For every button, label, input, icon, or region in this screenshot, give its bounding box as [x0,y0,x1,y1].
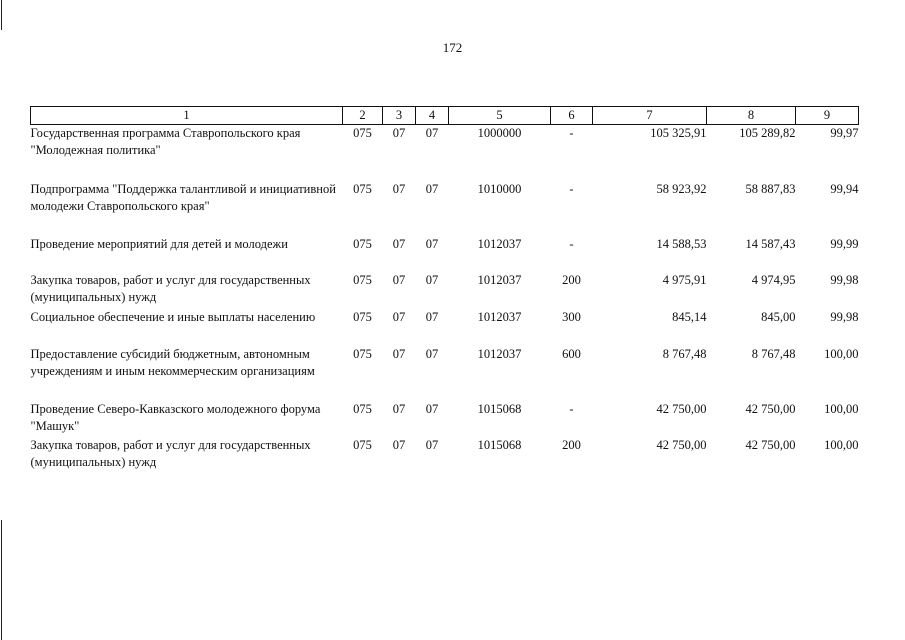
cell-planned: 8 767,48 [662,346,707,361]
cell-subsection: 07 [425,437,439,452]
cell-ministry-code: 075 [353,272,372,287]
cell-ministry-code: 075 [353,309,372,324]
cell-expense-type: - [569,181,574,196]
budget-table [30,106,859,473]
cell-section: 07 [392,126,406,140]
cell-ministry-code: 075 [353,126,372,140]
cell-expense-type: 200 [562,437,581,452]
column-header: 6 [551,107,593,125]
cell-subsection: 07 [425,401,439,416]
cell-actual: 4 974,95 [751,272,796,287]
cell-percent: 99,98 [830,272,859,287]
table-header-row [31,107,859,125]
column-header: 2 [343,107,383,125]
cell-planned: 42 750,00 [656,437,707,452]
cell-subsection: 07 [425,236,439,251]
cell-planned: 845,14 [672,309,707,324]
cell-subsection: 07 [425,309,439,324]
column-header: 4 [416,107,449,125]
cell-section: 07 [392,272,406,287]
cell-actual: 58 887,83 [745,181,796,196]
left-margin-line-bottom [1,520,2,640]
table-row [31,272,859,309]
column-header: 5 [449,107,551,125]
cell-ministry-code: 075 [353,401,372,416]
cell-actual: 42 750,00 [745,401,796,416]
cell-expense-type: 300 [562,309,581,324]
cell-percent: 99,94 [830,181,859,196]
column-header: 3 [383,107,416,125]
cell-actual: 845,00 [761,309,796,324]
left-margin-line-top [1,0,2,30]
column-header: 1 [31,107,343,125]
cell-target-article: 1000000 [477,126,522,140]
cell-target-article: 1010000 [477,181,522,196]
cell-target-article: 1012037 [477,272,522,287]
cell-ministry-code: 075 [353,181,372,196]
cell-target-article: 1015068 [477,401,522,416]
cell-actual: 14 587,43 [745,236,796,251]
column-header: 7 [593,107,707,125]
row-name: Государственная программа Ставропольского края "Молодежная политика" [30,126,301,157]
table-row [31,309,859,346]
row-name: Проведение Северо-Кавказского молодежного форума "Машук" [30,401,321,433]
column-header: 8 [707,107,796,125]
cell-target-article: 1012037 [477,309,522,324]
table-row [31,401,859,437]
cell-expense-type: 200 [562,272,581,287]
cell-percent: 99,99 [830,236,859,251]
table-row [31,236,859,272]
row-name: Подпрограмма "Поддержка талантливой и инициативной молодежи Ставропольского края" [30,181,336,213]
cell-expense-type: 600 [562,346,581,361]
cell-planned: 105 325,91 [650,126,707,140]
row-name: Социальное обеспечение и иные выплаты населению [30,309,316,324]
cell-expense-type: - [569,236,574,251]
cell-expense-type: - [569,126,574,140]
cell-actual: 42 750,00 [745,437,796,452]
cell-section: 07 [392,181,406,196]
cell-ministry-code: 075 [353,437,372,452]
cell-target-article: 1012037 [477,236,522,251]
cell-planned: 14 588,53 [656,236,707,251]
cell-ministry-code: 075 [353,236,372,251]
table-row [31,346,859,401]
cell-planned: 42 750,00 [656,401,707,416]
page-number: 172 [442,40,463,55]
cell-subsection: 07 [425,272,439,287]
cell-section: 07 [392,309,406,324]
cell-ministry-code: 075 [353,346,372,361]
row-name: Закупка товаров, работ и услуг для государственных (муниципальных) нужд [30,272,311,304]
cell-planned: 4 975,91 [662,272,707,287]
cell-section: 07 [392,401,406,416]
cell-percent: 100,00 [824,346,859,361]
cell-subsection: 07 [425,346,439,361]
row-name: Проведение мероприятий для детей и молодежи [30,236,288,251]
cell-section: 07 [392,236,406,251]
row-name: Закупка товаров, работ и услуг для государственных (муниципальных) нужд [30,437,311,469]
cell-percent: 100,00 [824,401,859,416]
cell-target-article: 1012037 [477,346,522,361]
table-row [31,181,859,236]
cell-actual: 8 767,48 [751,346,796,361]
cell-section: 07 [392,437,406,452]
cell-section: 07 [392,346,406,361]
cell-percent: 99,98 [830,309,859,324]
row-name: Предоставление субсидий бюджетным, автономным учреждениям и иным некоммерческим организациям [30,346,315,378]
table-row [31,437,859,473]
cell-subsection: 07 [425,181,439,196]
column-header: 9 [796,107,859,125]
table-row [31,125,859,181]
cell-percent: 99,97 [830,126,859,140]
cell-expense-type: - [569,401,574,416]
cell-actual: 105 289,82 [739,126,796,140]
cell-subsection: 07 [425,126,439,140]
cell-percent: 100,00 [824,437,859,452]
cell-target-article: 1015068 [477,437,522,452]
cell-planned: 58 923,92 [656,181,707,196]
